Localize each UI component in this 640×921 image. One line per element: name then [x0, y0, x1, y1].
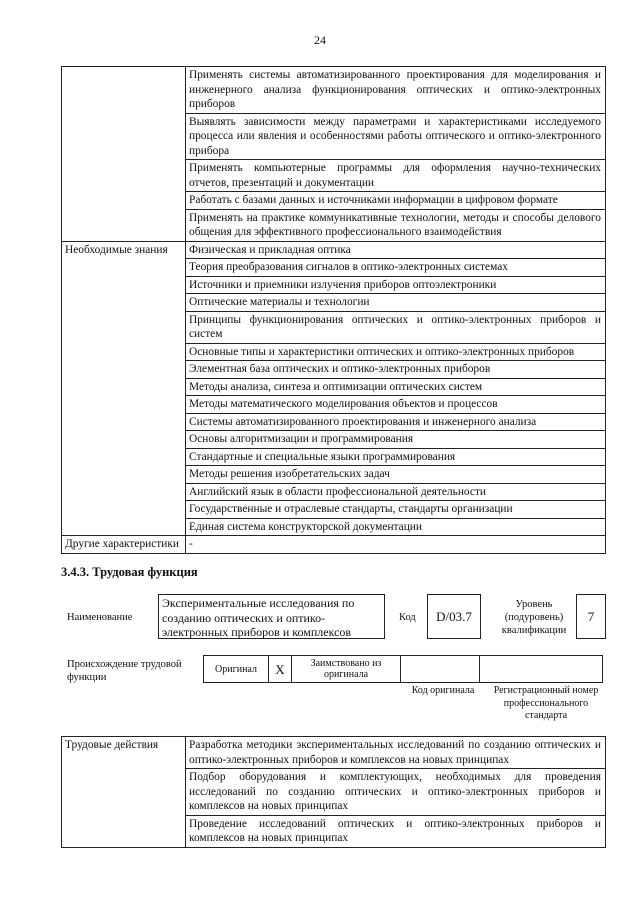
origin-label: Происхождение трудовой функции — [67, 659, 182, 683]
section-title: 3.4.3. Трудовая функция — [61, 565, 198, 579]
row-text: Разработка методики экспериментальных исследований по созданию оптических и оптико-электронных приборов и комплексов на новых принципах — [186, 737, 606, 769]
row-text: Принципы функционирования оптических и оптико-электронных приборов и систем — [186, 311, 606, 343]
row-text: Оптические материалы и технологии — [186, 294, 606, 312]
row-text: Применять на практике коммуникативные технологии, методы и способы делового общения для эффективного профессионального взаимодействия — [186, 209, 606, 241]
row-label: Другие характеристики — [62, 536, 186, 554]
row-text: Единая система конструкторской документации — [186, 518, 606, 536]
row-text: Подбор оборудования и комплектующих, необходимых для проведения исследований по созданию оптических и оптико-электронных приборов и комплексов на новых принципах — [186, 769, 606, 816]
actions-table-body — [62, 737, 606, 848]
row-text: Английский язык в области профессиональной деятельности — [186, 483, 606, 501]
action-row — [62, 737, 606, 769]
row-text: - — [186, 536, 606, 554]
row-text: Методы анализа, синтеза и оптимизации оптических систем — [186, 378, 606, 396]
row-text: Выявлять зависимости между параметрами и характеристиками исследуемого процесса или явления и особенностями работы оптического и оптико-электронного прибора — [186, 113, 606, 160]
borrowed-cell: Заимствовано из оригинала — [291, 655, 401, 683]
row-text: Основы алгоритмизации и программирования — [186, 431, 606, 449]
other-row — [62, 536, 606, 554]
row-text: Методы математического моделирования объектов и процессов — [186, 396, 606, 414]
row-text: Системы автоматизированного проектирования и инженерного анализа — [186, 413, 606, 431]
level-label: Уровень (подуровень) квалификации — [501, 599, 567, 636]
row-text: Применять компьютерные программы для оформления научно-технических отчетов, презентаций и документации — [186, 160, 606, 192]
level-box: 7 — [576, 594, 606, 639]
reg-number-cell — [479, 655, 603, 683]
competency-table-body — [62, 67, 606, 554]
skill-row — [62, 67, 606, 114]
row-text: Применять системы автоматизированного проектирования для моделирования и инженерного анализа функционирования оптических и оптико-электронных приборов — [186, 67, 606, 114]
function-name-box: Экспериментальные исследования по созданию оптических и оптико-электронных приборов и комплексов — [158, 594, 385, 639]
original-cell: Оригинал — [203, 655, 269, 683]
row-text: Физическая и прикладная оптика — [186, 241, 606, 259]
competency-table — [61, 66, 606, 554]
row-text: Методы решения изобретательских задач — [186, 466, 606, 484]
row-label: Необходимые знания — [62, 241, 186, 536]
name-label: Наименование — [67, 612, 133, 623]
function-code-box: D/03.7 — [427, 594, 481, 639]
actions-table — [61, 736, 606, 848]
row-text: Основные типы и характеристики оптических и оптико-электронных приборов — [186, 343, 606, 361]
row-text: Государственные и отраслевые стандарты, стандарты организации — [186, 501, 606, 519]
row-text: Стандартные и специальные языки программирования — [186, 448, 606, 466]
code-original-caption: Код оригинала — [411, 685, 475, 696]
row-label — [62, 67, 186, 242]
reg-number-caption: Регистрационный номер профессионального стандарта — [493, 685, 599, 721]
code-original-cell — [400, 655, 480, 683]
knowledge-row — [62, 241, 606, 259]
code-label: Код — [399, 612, 416, 623]
row-text: Проведение исследований оптических и оптико-электронных приборов и комплексов на новых принципах — [186, 815, 606, 847]
row-label: Трудовые действия — [62, 737, 186, 848]
row-text: Элементная база оптических и оптико-электронных приборов — [186, 361, 606, 379]
original-mark: X — [268, 655, 292, 683]
row-text: Теория преобразования сигналов в оптико-электронных системах — [186, 259, 606, 277]
row-text: Работать с базами данных и источниками информации в цифровом формате — [186, 192, 606, 210]
page-number: 24 — [314, 33, 326, 47]
origin-row — [204, 655, 603, 683]
row-text: Источники и приемники излучения приборов оптоэлектроники — [186, 276, 606, 294]
